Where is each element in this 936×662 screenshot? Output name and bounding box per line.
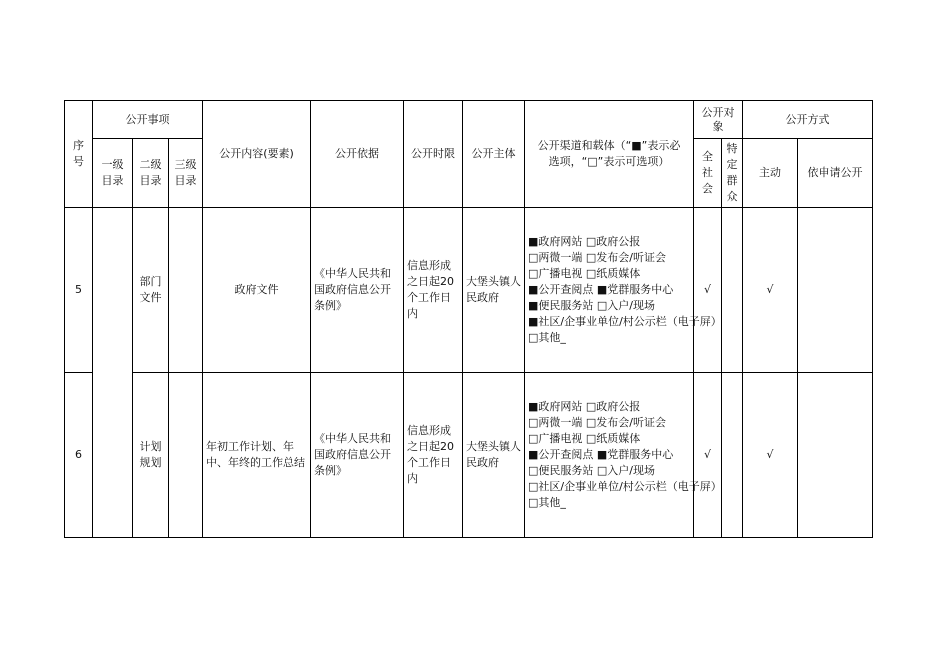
- row-subject: 大堡头镇人民政府: [463, 373, 525, 538]
- header-level3: 三级目录: [169, 139, 203, 208]
- row-subject: 大堡头镇人民政府: [463, 208, 525, 373]
- header-basis: 公开依据: [311, 101, 404, 208]
- header-channels: 公开渠道和载体（“■”表示必选项，“□”表示可选项）: [525, 101, 694, 208]
- channel-line: □广播电视 □纸质媒体: [528, 432, 641, 445]
- header-target-group: 公开对象: [694, 101, 743, 139]
- row-method-apply: [798, 208, 873, 373]
- row-channels: [525, 373, 722, 538]
- row-target-all: √: [694, 373, 722, 538]
- channel-line: □两微一端 □发布会/听证会: [528, 251, 666, 264]
- channel-line: ■公开查阅点 ■党群服务中心: [528, 448, 674, 461]
- row-seq: 5: [65, 208, 93, 373]
- row-level2: 计划规划: [133, 373, 169, 538]
- row-level1: [93, 208, 133, 538]
- header-level1: 一级目录: [93, 139, 133, 208]
- row-level3: [169, 208, 203, 373]
- header-method-group: 公开方式: [743, 101, 873, 139]
- header-target-all: 全社会: [694, 139, 722, 208]
- header-method-active: 主动: [743, 139, 798, 208]
- table-row: [65, 208, 873, 373]
- channel-line: ■政府网站 □政府公报: [528, 235, 641, 248]
- row-target-specific: [722, 208, 743, 373]
- row-basis: 《中华人民共和国政府信息公开条例》: [311, 208, 404, 373]
- row-level2: 部门文件: [133, 208, 169, 373]
- channel-line: □其他_: [528, 331, 566, 344]
- row-timelimit: 信息形成之日起20个工作日内: [404, 208, 463, 373]
- header-level2: 二级目录: [133, 139, 169, 208]
- row-content: 年初工作计划、年中、年终的工作总结: [203, 373, 311, 538]
- row-method-apply: [798, 373, 873, 538]
- disclosure-table: [64, 100, 873, 538]
- header-target-specific: 特定群众: [722, 139, 743, 208]
- row-method-active: √: [743, 373, 798, 538]
- row-content: 政府文件: [203, 208, 311, 373]
- channel-line: □便民服务站 □入户/现场: [528, 464, 655, 477]
- channel-line: □其他_: [528, 496, 566, 509]
- channel-line: ■便民服务站 □入户/现场: [528, 299, 655, 312]
- channel-line: □社区/企事业单位/村公示栏（电子屏）: [528, 480, 722, 493]
- row-level3: [169, 373, 203, 538]
- channel-line: ■政府网站 □政府公报: [528, 400, 641, 413]
- row-target-all: √: [694, 208, 722, 373]
- header-subject: 公开主体: [463, 101, 525, 208]
- header-items-group: 公开事项: [93, 101, 203, 139]
- channel-line: □两微一端 □发布会/听证会: [528, 416, 666, 429]
- channel-line: ■公开查阅点 ■党群服务中心: [528, 283, 674, 296]
- header-method-apply: 依申请公开: [798, 139, 873, 208]
- channel-line: ■社区/企事业单位/村公示栏（电子屏）: [528, 315, 722, 328]
- row-basis: 《中华人民共和国政府信息公开条例》: [311, 373, 404, 538]
- row-method-active: √: [743, 208, 798, 373]
- header-content: 公开内容(要素): [203, 101, 311, 208]
- header-seq: 序号: [65, 101, 93, 208]
- header-timelimit: 公开时限: [404, 101, 463, 208]
- row-target-specific: [722, 373, 743, 538]
- row-channels: [525, 208, 722, 373]
- channel-line: □广播电视 □纸质媒体: [528, 267, 641, 280]
- row-timelimit: 信息形成之日起20个工作日内: [404, 373, 463, 538]
- table-row: [65, 373, 873, 538]
- row-seq: 6: [65, 373, 93, 538]
